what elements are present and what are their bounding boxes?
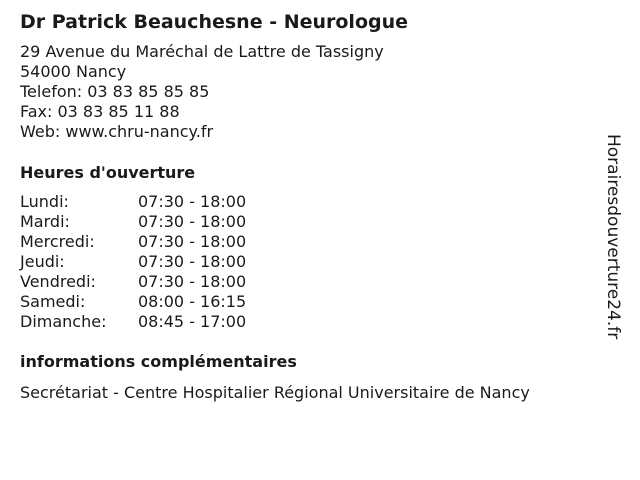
day-label: Mercredi: xyxy=(20,232,95,251)
time-range: 08:00 - 16:15 xyxy=(138,292,247,311)
hours-row-thursday xyxy=(20,252,600,272)
hours-row-monday xyxy=(20,192,600,212)
hours-row-wednesday xyxy=(20,232,600,252)
additional-info-text: Secrétariat - Centre Hospitalier Régional Universitaire de Nancy xyxy=(20,383,530,402)
hours-row-friday xyxy=(20,272,600,292)
hours-row-saturday xyxy=(20,292,600,312)
site-watermark: Horairesdouverture24.fr xyxy=(603,134,623,340)
day-label: Jeudi: xyxy=(20,252,65,271)
time-range: 07:30 - 18:00 xyxy=(138,232,247,251)
time-range: 07:30 - 18:00 xyxy=(138,212,247,231)
time-range: 07:30 - 18:00 xyxy=(138,272,247,291)
website-link[interactable]: Web: www.chru-nancy.fr xyxy=(20,122,214,141)
phone-number: Telefon: 03 83 85 85 85 xyxy=(20,82,210,101)
time-range: 08:45 - 17:00 xyxy=(138,312,247,331)
time-range: 07:30 - 18:00 xyxy=(138,192,247,211)
day-label: Lundi: xyxy=(20,192,69,211)
day-label: Mardi: xyxy=(20,212,70,231)
day-label: Samedi: xyxy=(20,292,86,311)
business-card xyxy=(20,8,600,403)
additional-info-heading: informations complémentaires xyxy=(20,352,297,371)
hours-row-sunday xyxy=(20,312,600,332)
city-postal-code: 54000 Nancy xyxy=(20,62,127,81)
fax-number: Fax: 03 83 85 11 88 xyxy=(20,102,180,121)
page-title: Dr Patrick Beauchesne - Neurologue xyxy=(20,11,409,33)
address-block xyxy=(20,42,600,142)
opening-hours-heading: Heures d'ouverture xyxy=(20,163,196,182)
day-label: Vendredi: xyxy=(20,272,96,291)
day-label: Dimanche: xyxy=(20,312,107,331)
street-address: 29 Avenue du Maréchal de Lattre de Tassigny xyxy=(20,42,384,61)
time-range: 07:30 - 18:00 xyxy=(138,252,247,271)
opening-hours-table xyxy=(20,192,600,332)
hours-row-tuesday xyxy=(20,212,600,232)
